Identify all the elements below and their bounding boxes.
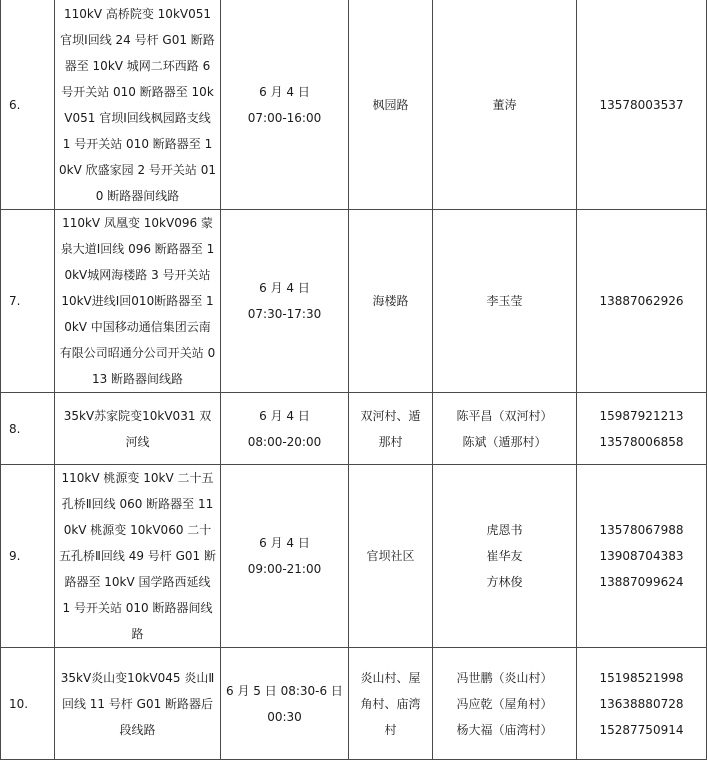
phone-cell xyxy=(577,393,707,465)
outage-date: 6 月 5 日 08:30-6 日 xyxy=(226,683,343,698)
phone-cell xyxy=(577,465,707,648)
affected-area-text: 炎山村、屋 xyxy=(360,670,421,685)
row-number: 7. xyxy=(1,210,55,393)
line-section-cell xyxy=(55,393,221,465)
phone-cell xyxy=(577,648,707,760)
affected-area-cell xyxy=(349,465,433,648)
contact-person: 方林俊 xyxy=(486,575,523,589)
outage-time-cell xyxy=(221,393,349,465)
contact-person: 杨大福（庙湾村） xyxy=(456,722,553,737)
contact-person-cell xyxy=(433,1,577,210)
outage-time-cell xyxy=(221,210,349,393)
contact-person: 崔华友 xyxy=(486,549,523,563)
contact-person: 陈平昌（双河村） xyxy=(456,408,553,423)
outage-hours: 08:00-20:00 xyxy=(247,434,322,449)
phone-number: 15987921213 xyxy=(599,408,684,423)
affected-area-text: 那村 xyxy=(378,434,403,449)
outage-time-cell xyxy=(221,648,349,760)
outage-date: 6 月 4 日 xyxy=(259,408,310,423)
line-section-cell xyxy=(55,1,221,210)
contact-person: 虎恩书 xyxy=(486,523,523,537)
outage-hours: 00:30 xyxy=(267,709,302,724)
phone-number: 13887062926 xyxy=(599,294,684,308)
row-number: 6. xyxy=(1,1,55,210)
contact-person: 陈斌（遁那村） xyxy=(462,434,547,449)
affected-area-cell xyxy=(349,1,433,210)
row-number: 10. xyxy=(1,648,55,760)
affected-area-text: 官坝社区 xyxy=(366,549,415,563)
outage-time-cell xyxy=(221,1,349,210)
phone-number: 13578003537 xyxy=(599,98,684,112)
table-row xyxy=(1,465,707,648)
phone-number: 13887099624 xyxy=(599,575,684,589)
outage-time-cell xyxy=(221,465,349,648)
phone-cell xyxy=(577,210,707,393)
affected-area-cell xyxy=(349,210,433,393)
phone-number: 15287750914 xyxy=(599,722,684,737)
line-section-text: 110kV 桃源变 10kV 二十五孔桥Ⅱ回线 060 断路器至 110kV 桃源变 10kV060 二十五孔桥Ⅱ回线 49 号杆 G01 断路器至 10kV 国学路西延线 1 号开关站 010 断路器间线路 xyxy=(59,471,217,641)
affected-area-text: 海楼路 xyxy=(372,294,409,308)
phone-cell xyxy=(577,1,707,210)
table-row xyxy=(1,648,707,760)
contact-person: 董涛 xyxy=(492,98,517,112)
line-section-cell xyxy=(55,648,221,760)
outage-hours: 07:00-16:00 xyxy=(247,111,322,125)
contact-person-cell xyxy=(433,648,577,760)
phone-number: 13908704383 xyxy=(599,549,684,563)
phone-number: 15198521998 xyxy=(599,670,684,685)
line-section-text: 35kV炎山变10kV045 炎山Ⅱ回线 11 号杆 G01 断路器后段线路 xyxy=(60,670,215,737)
outage-date: 6 月 4 日 xyxy=(259,85,310,99)
phone-number: 13578006858 xyxy=(599,434,684,449)
outage-hours: 09:00-21:00 xyxy=(247,562,322,576)
line-section-cell xyxy=(55,210,221,393)
contact-person-cell xyxy=(433,393,577,465)
phone-number: 13578067988 xyxy=(599,523,684,537)
row-number: 9. xyxy=(1,465,55,648)
contact-person-cell xyxy=(433,465,577,648)
affected-area-text: 双河村、遁 xyxy=(360,408,421,423)
table-row xyxy=(1,393,707,465)
row-number: 8. xyxy=(1,393,55,465)
table-row xyxy=(1,1,707,210)
table-row xyxy=(1,210,707,393)
contact-person: 冯世鹏（炎山村） xyxy=(456,670,553,685)
line-section-text: 35kV苏家院变10kV031 双河线 xyxy=(63,408,212,449)
affected-area-cell xyxy=(349,648,433,760)
outage-hours: 07:30-17:30 xyxy=(247,307,322,321)
phone-number: 13638880728 xyxy=(599,696,684,711)
outage-date: 6 月 4 日 xyxy=(259,536,310,550)
affected-area-text: 枫园路 xyxy=(372,98,409,112)
contact-person-cell xyxy=(433,210,577,393)
line-section-cell xyxy=(55,465,221,648)
affected-area-text: 角村、庙湾 xyxy=(360,696,421,711)
affected-area-cell xyxy=(349,393,433,465)
affected-area-text: 村 xyxy=(384,722,397,737)
line-section-text: 110kV 凤凰变 10kV096 蒙泉大道Ⅰ回线 096 断路器至 10kV城网海楼路 3 号开关站 10kV进线Ⅰ回010断路器至 10kV 中国移动通信集团云南有限公司昭通分公司开关站 013 断路器间线路 xyxy=(59,216,216,386)
contact-person: 冯应乾（屋角村） xyxy=(456,696,553,711)
contact-person: 李玉莹 xyxy=(486,294,523,308)
line-section-text: 110kV 高桥院变 10kV051 官坝Ⅰ回线 24 号杆 G01 断路器至 10kV 城网二环西路 6 号开关站 010 断路器至 10kV051 官坝Ⅰ回线枫园路支线 1 号开关站 010 断路器至 10kV 欣盛家园 2 号开关站 010 断路器间线路 xyxy=(59,7,216,203)
outage-date: 6 月 4 日 xyxy=(259,281,310,295)
